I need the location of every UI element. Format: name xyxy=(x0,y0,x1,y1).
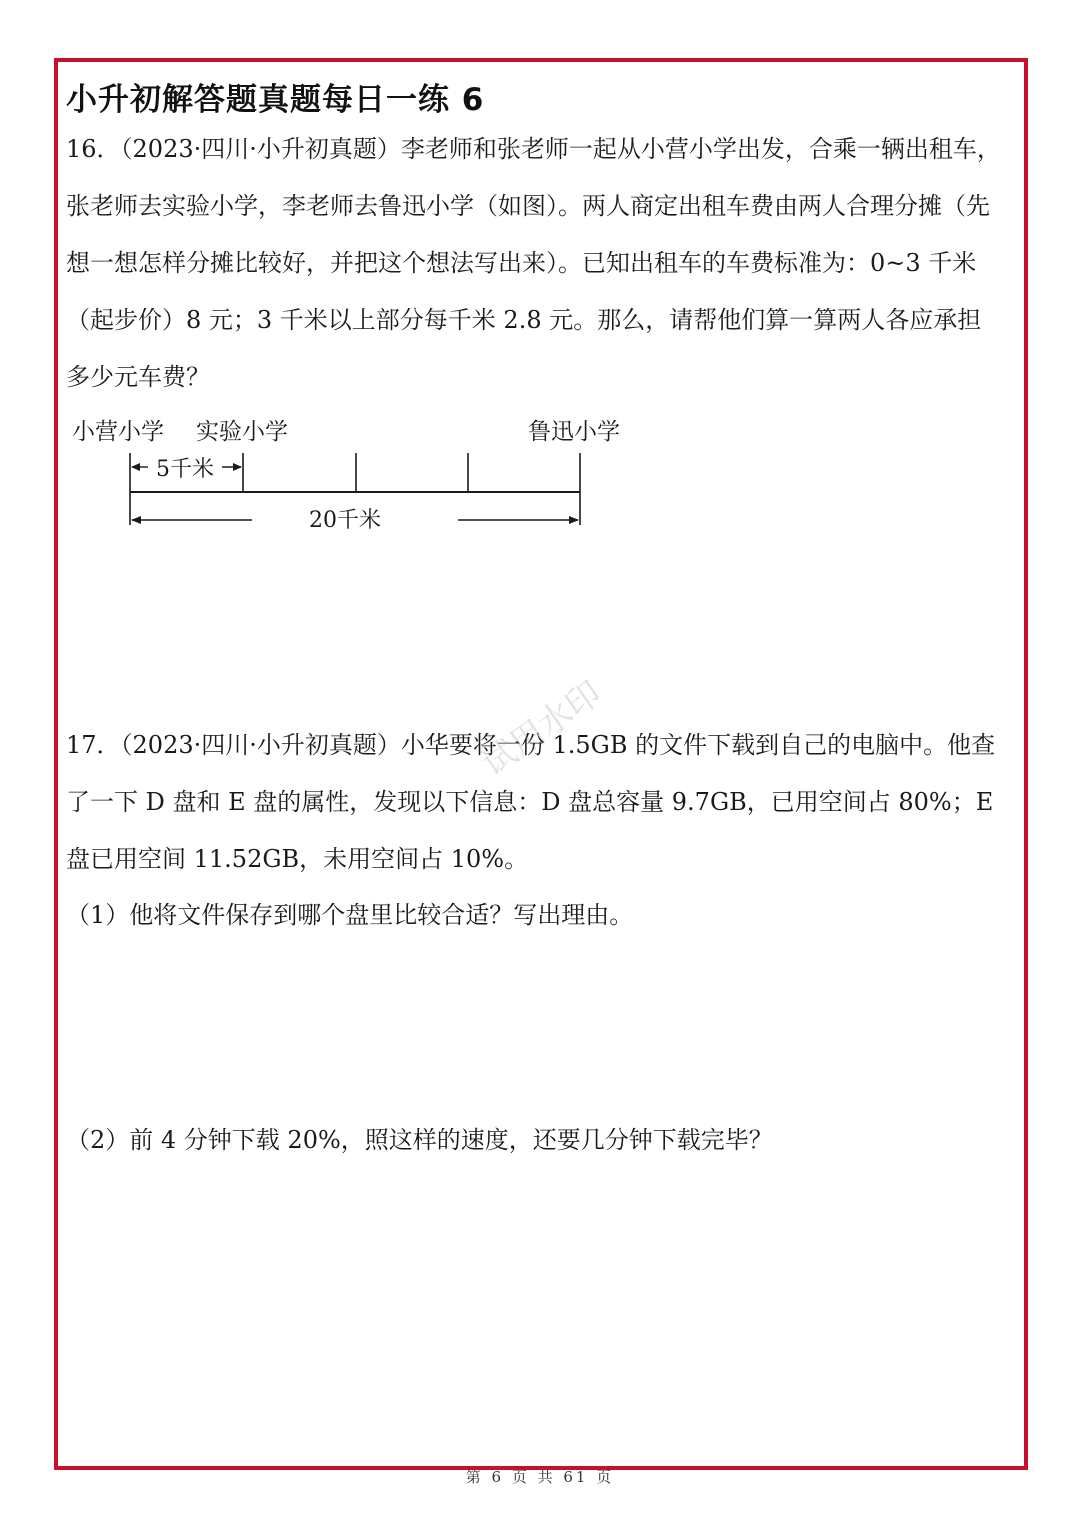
segment-arrowhead-right xyxy=(233,463,242,471)
page-title: 小升初解答题真题每日一练 6 xyxy=(66,82,485,118)
question-17 xyxy=(66,717,1020,888)
label-xiaoying-school: 小营小学 xyxy=(72,419,164,445)
question-17-line: 了一下 D 盘和 E 盘的属性，发现以下信息：D 盘总容量 9.7GB，已用空间占 80%；E xyxy=(66,788,994,816)
question-16 xyxy=(66,121,1020,406)
label-luxun-school: 鲁迅小学 xyxy=(528,419,620,445)
label-5km: 5千米 xyxy=(156,457,214,482)
question-16-line: 张老师去实验小学，李老师去鲁迅小学（如图）。两人商定出租车费由两人合理分摊（先 xyxy=(66,192,990,220)
question-16-line: 多少元车费？ xyxy=(66,363,210,391)
question-16-line: （起步价）8 元；3 千米以上部分每千米 2.8 元。那么，请帮他们算一算两人各应承担 xyxy=(66,306,982,334)
segment-arrowhead-left xyxy=(131,463,140,471)
question-17-part-2: （2）前 4 分钟下载 20%，照这样的速度，还要几分钟下载完毕？ xyxy=(66,1126,773,1154)
question-17-line: 17．（2023·四川·小升初真题）小华要将一份 1.5GB 的文件下载到自己的电脑中。他查 xyxy=(66,731,996,759)
question-17-part-1: （1）他将文件保存到哪个盘里比较合适？写出理由。 xyxy=(66,901,634,929)
total-arrowhead-left xyxy=(131,516,141,524)
label-20km: 20千米 xyxy=(309,508,381,533)
question-17-line: 盘已用空间 11.52GB，未用空间占 10%。 xyxy=(66,845,529,873)
distance-diagram xyxy=(60,405,660,545)
question-16-line: 想一想怎样分摊比较好，并把这个想法写出来）。已知出租车的车费标准为：0~3 千米 xyxy=(66,249,977,277)
question-16-line: 16．（2023·四川·小升初真题）李老师和张老师一起从小营小学出发，合乘一辆出租车， xyxy=(66,135,1001,163)
total-arrowhead-right xyxy=(569,516,579,524)
page-footer: 第 6 页 共 61 页 xyxy=(465,1468,615,1486)
label-shiyan-school: 实验小学 xyxy=(196,419,288,445)
watermark: 试用水印 xyxy=(474,673,609,785)
